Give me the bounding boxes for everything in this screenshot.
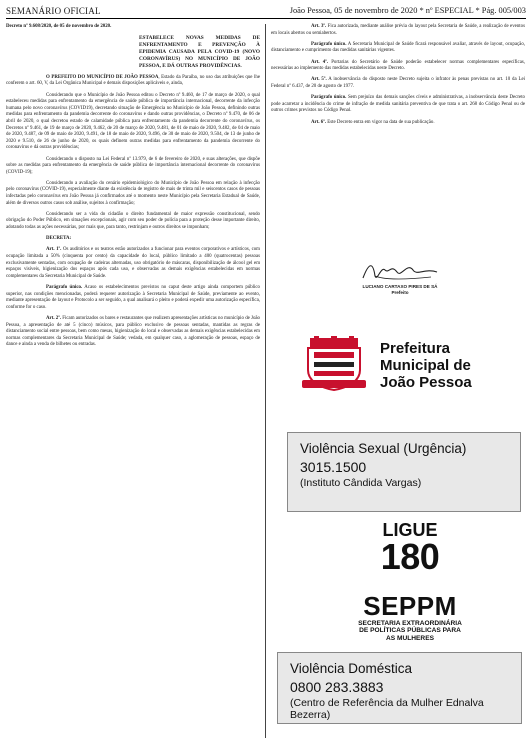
hotline-number: 0800 283.3883: [290, 679, 384, 695]
article-5-text: A inobservância do disposto neste Decreto sujeita o infrator às penas previstas no art. 10 da Lei Federal nº 6.437, de 20 de agosto de 1977.: [271, 77, 526, 89]
signature-scribble: [355, 258, 445, 284]
seppm-line-1: SECRETARIA EXTRAORDINÁRIA: [358, 620, 462, 627]
brand-line-2: Municipal de: [380, 357, 471, 374]
article-5-paragraph: [271, 95, 525, 115]
article-6: [271, 120, 525, 127]
left-column: [6, 24, 260, 354]
city-brand-text: [380, 340, 472, 391]
hotline-number: 3015.1500: [300, 459, 367, 475]
article-6-label: Art. 6º.: [311, 119, 327, 125]
paragraph-text: A Secretaria Municipal de Saúde ficará responsável avaliar, através de layout, ocupação, distanciamento e cumprimento das medidas sanitárias vigentes.: [271, 41, 526, 54]
ligue-number: 180: [380, 536, 440, 577]
signer-role: Prefeito: [391, 290, 409, 295]
article-3-label: Art. 3º.: [311, 24, 327, 29]
brand-line-1: Prefeitura: [380, 340, 451, 357]
article-2-label: Art. 2º.: [46, 315, 62, 321]
considerando-3: Considerando a avaliação do cenário epidemiológico do Município de João Pessoa em relação à infecção pelo coronavírus (COVID-19), especialmente diante da existência de registro de mais de trinta mil e seiscentos casos de pessoas infectadas pelo coronavírus em João Pessoa já confirmados até o momento neste Município pela Secretaria Estadual de Saúde, além de diversos outros casos sob análise, sujeitos à confirmação;: [6, 180, 260, 206]
hotline-sexual-violence: [287, 432, 521, 512]
column-divider: [265, 24, 266, 738]
article-2: [6, 316, 260, 349]
article-3: [271, 24, 525, 37]
ligue-180: [360, 520, 460, 577]
paragraph-text: Acaso os estabelecimentos previstos no caput deste artigo ainda comportem público superior, nas condições mencionadas, poderá requerer autorização à Secretaria Municipal de Saúde, previamente ao evento, mediante apresentação de layout e Protocolo a ser seguido, a qual analisará o pleito e poderá expedir uma autorização específica, conforme for o caso.: [6, 284, 260, 310]
article-3-paragraph: [271, 42, 525, 55]
article-1: [6, 247, 260, 280]
paragraph-text: Sem prejuízo das demais sanções cíveis e administrativas, a inobservância deste Decreto pode acarretar a incidência do crime de infração de medida sanitária preventiva de que trata o art. 268 do Código Penal ou de outros crimes previstos no Código Penal.: [271, 95, 525, 114]
preamble: [6, 75, 260, 88]
signer-name: LUCIANO CARTAXO PIRES DE SÁ: [362, 284, 438, 289]
hotline-domestic-violence: [277, 652, 522, 724]
article-1-paragraph: [6, 285, 260, 311]
seppm-line-2: DE POLÍTICAS PÚBLICAS PARA: [359, 627, 461, 635]
decree-ementa: ESTABELECE NOVAS MEDIDAS DE ENFRENTAMENTO E PREVENÇÃO À EPIDEMIA CAUSADA PELA COVID-19 (NOVO CORONAVÍRUS) NO MUNICÍPIO DE JOÃO PESSOA, E DÁ OUTRAS PROVIDÊNCIAS.: [139, 35, 260, 70]
preamble-lead: O PREFEITO DO MUNICÍPIO DE JOÃO PESSOA: [46, 74, 159, 80]
issue-info: João Pessoa, 05 de novembro de 2020 * nº ESPECIAL * Pág. 005/003: [289, 6, 526, 15]
article-3-text: Fica autorizada, mediante análise prévia do layout pela Secretaria de Saúde, a realização de eventos em locais abertos ou semiabertos.: [271, 24, 525, 36]
paragraph-label: Parágrafo único.: [311, 95, 347, 101]
considerando-4: Considerando ser a vida do cidadão o direito fundamental de maior expressão constitucional, sendo obrigação do Poder Público, em situações excepcionais, agir com seu poder de polícia para a proteção desse importante direito, adotando todas as ações necessárias, por mais que, para tanto, restrinjam e outros direitos se imponham;: [6, 211, 260, 231]
article-6-text: Este Decreto entra em vigor na data de sua publicação.: [326, 119, 435, 125]
hotline-title: Violência Sexual (Urgência): [300, 441, 467, 456]
seppm-logo: [335, 592, 485, 642]
article-1-label: Art. 1º.: [46, 247, 62, 253]
signature-block: [340, 258, 460, 296]
article-2-text: Ficam autorizados os bares e restaurantes que realizem apresentações artísticas no município de João Pessoa, a apresentação de até 5 (cinco) músicos, para público exclusivo de pessoas sentadas, mantidas as regras de distanciamento social entre pessoas, bem como mesas, higienização do local e observadas as demais exigências estabelecidas em normas complementares da Secretaria Municipal de Saúde; vedada, em qualquer caso, a aglomeração de pessoas, espaço de dance e ainda a venda de bilhetes ou entradas.: [6, 315, 261, 348]
article-5: [271, 77, 525, 90]
considerando-2: Considerando o disposto na Lei Federal nº 13.979, de 6 de fevereiro de 2020, e suas alterações, que dispõe sobre as medidas para enfrentamento da emergência de saúde pública de importância internacional decorrente do coronavírus (COVID-19);: [6, 156, 260, 175]
brand-line-3: João Pessoa: [380, 374, 472, 391]
city-crest-icon: [298, 336, 370, 392]
decreta-heading: DECRETA:: [46, 236, 72, 242]
paragraph-label: Parágrafo único.: [46, 284, 83, 290]
seppm-line-3: AS MULHERES: [386, 634, 434, 642]
publication-name: SEMANÁRIO OFICIAL: [6, 6, 101, 16]
article-1-text: Os auditórios e os teatros estão autorizados a funcionar para eventos corporativos e artísticos, com ocupação limitada a 50% (cinquenta por cento) da capacidade do local, público limitado a 400 (quatrocentas) pessoas exclusivamente sentadas, com ocupação de cadeiras alternadas, uso obrigatório de máscaras, disponibilização de álcool gel em espaços visíveis, higienização dos espaços após cada uso, e observadas as demais exigências estabelecidas em normas complementares da Secretaria Municipal de Saúde.: [6, 247, 260, 279]
preamble-rest: , Estado da Paraíba, no uso das atribuições que lhe conferem o art. 60, V, da Lei Orgânica Municipal e demais disposições aplicáveis e, ainda,: [6, 74, 260, 87]
hotline-institution: (Instituto Cândida Vargas): [300, 477, 422, 489]
page-header: [0, 0, 532, 20]
paragraph-label: Parágrafo único.: [311, 41, 347, 47]
article-4-label: Art. 4º.: [311, 59, 329, 65]
city-logo: [298, 336, 518, 392]
article-4: [271, 60, 525, 73]
header-rule: [6, 18, 526, 19]
article-5-label: Art. 5º.: [311, 77, 327, 83]
decree-title: Decreto nº 9.608/2020, de 05 de novembro de 2020.: [6, 24, 112, 29]
ligue-word: LIGUE: [382, 520, 438, 540]
seppm-acronym: SEPPM: [363, 591, 457, 621]
right-column: [271, 24, 525, 131]
considerando-1: Considerando que o Município de João Pessoa editou o Decreto nº 9.460, de 17 de março de 2020, o qual estabeleceu medidas para enfrentamento da emergência de saúde pública de importância internacional, decorrente da infecção humana pelo novo coronavírus (COVID19), decretando situação de Emergência no Município de João Pessoa, definindo outras medidas para enfrentamento da pandemia decorrente do coronavírus e dando outras providências, o Decreto nº 9.470, de 06 de abril de 2020, o qual decretou estado de calamidade pública para enfrentamento da pandemia decorrente do coronavírus, os Decretos nº 9.461, de 19 de março de 2020, 9.462, de 20 de março de 2020, 9.481, de 01 de maio de 2020, 9.482, de 04 de maio de 2020, 9.487, de 09 de maio de 2020, 9.491, de 18 de maio de 2020, 9.496, de 30 de maio de 2020, 9.504, de 13 de junho de 2020 e 9.510, de 26 de junho de 2020, os quais definem outras medidas para enfrentamento da pandemia decorrente do coronavírus e dá outras providências;: [6, 92, 260, 151]
article-4-text: Portarias do Secretário de Saúde poderão estabelecer normas complementares específicas, necessárias ao implemento das medidas estabelecidas neste Decreto.: [271, 59, 525, 72]
hotline-institution: (Centro de Referência da Mulher Ednalva Bezerra): [290, 697, 484, 721]
hotline-title: Violência Doméstica: [290, 661, 413, 676]
